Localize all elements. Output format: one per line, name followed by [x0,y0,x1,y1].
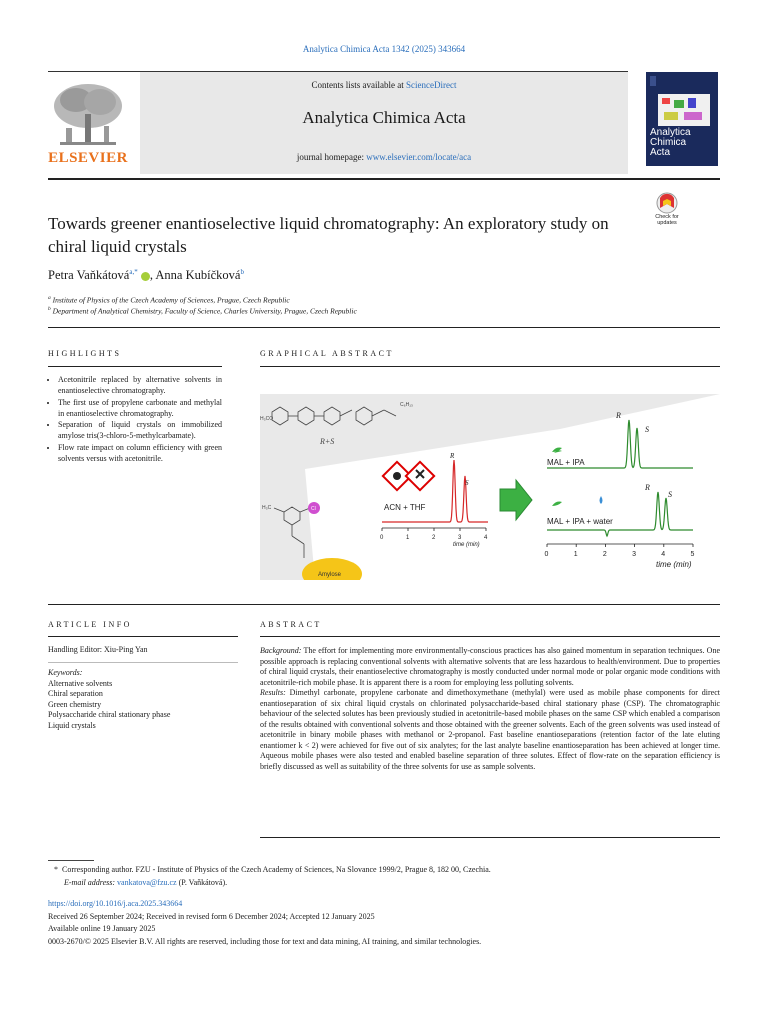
big-x-tick-label: 5 [690,551,695,558]
small-x-tick-label: 4 [484,535,488,541]
graphical-abstract-heading: GRAPHICAL ABSTRACT [260,349,394,358]
corresponding-mark: * [54,865,58,874]
chain-label: C₆H₁₃ [400,402,413,408]
highlights-rule [48,366,222,367]
mal-ipa-water-label: MAL + IPA + water [547,517,613,526]
paper-title: Towards greener enantioselective liquid chromatography: An exploratory study on chiral liquid crystals [48,214,609,256]
check-badge-line: Check for [655,214,679,220]
background-label: Background: [260,646,302,655]
results-text: Dimethyl carbonate, propylene carbonate and dimethoxymethane (methylal) were used as mobile phase components for direct enantioseparation of six chiral liquid crystals on chlorinated polysaccharide-based chiral stationary phase (CSP). The chromatographic behaviour of the selected solutes has been previously studied in acetonitrile-based mobile phases on the same CSP which enabled a comparison of the results obtained with conventional solvents and those obtained with the greener solvents. Each of the green solvents was used instead of acetonitrile in binary mobile phases with methanol or 2-propanol. Fast baseline enantioseparations (retention factor of the late eluting enantiomer k < 2) were achieved for five out of six analytes; for the last analyte baseline enantioseparation has been achieved at longer time. Aqueous mobile phases were also tested and enabled baseline separation of three solutes. Effect of flow-rate on the separation efficiency is briefly discussed as well as suitability of the three solvents for use as sample solvents. [260,688,720,771]
author-list [48,268,244,283]
keywords-label: Keywords: [48,668,83,677]
abstract-body [260,646,720,772]
affiliation [48,295,290,305]
small-x-tick-label: 0 [380,535,384,541]
journal-reference[interactable]: Analytica Chimica Acta 1342 (2025) 343664 [302,44,466,54]
author-separator: , [149,268,156,283]
affiliation-sup: a [48,295,51,301]
small-time-axis-label: time (min) [453,542,480,548]
homepage-line [140,152,628,162]
small-peak-r-label: R [450,452,455,460]
results-label: Results: [260,688,286,697]
methyl-label: H₃C [262,505,272,511]
elsevier-wordmark: ELSEVIER [48,150,128,166]
corresponding-footnote [54,864,720,876]
highlights-heading: HIGHLIGHTS [48,349,122,358]
big-time-axis-label: time (min) [656,560,692,569]
cover-title [650,128,716,158]
big-x-tick-label: 0 [544,551,549,558]
methoxy-label: H₃CO [260,416,274,422]
article-info-rule [48,636,238,637]
homepage-prefix: journal homepage: [296,152,367,162]
contents-prefix: Contents lists available at [311,80,406,90]
homepage-link[interactable]: www.elsevier.com/locate/aca [366,152,472,162]
article-info-heading: ARTICLE INFO [48,620,132,629]
cover-title-line: Chimica [650,137,687,148]
amylose-label: Amylose [318,572,342,578]
affiliation [48,306,357,316]
acn-thf-label: ACN + THF [384,503,426,512]
footnote-rule [48,860,94,861]
mal-ipa-label: MAL + IPA [547,458,585,467]
abstract-results [260,688,720,772]
info-divider [48,662,238,663]
sciencedirect-link[interactable]: ScienceDirect [406,80,457,90]
section-rule [48,604,720,605]
available-online: Available online 19 January 2025 [48,924,156,933]
mal-peak-r-label: R [616,411,621,420]
corresponding-text: Corresponding author. FZU - Institute of Physics of the Czech Academy of Sciences, Na Slovance 1999/2, Prague 8, 182 00, Czechia. [62,865,491,874]
background-text: The effort for implementing more environmentally-conscious practices has also gained momentum in separation techniques. One possible approach is replacing conventional solvents with alternative solvents that are less hazardous to health/environment. Due to properties of chiral liquid crystals, their enantioselective chromatography is mostly conducted under normal mode or polar organic mode conditions with acetonitrile-rich mobile phase. It is apparent there is a room for employing less polluting solvents. [260,646,720,687]
header-bottom-rule [48,178,720,180]
check-for-updates-badge[interactable] [646,192,688,228]
cover-title-line: Acta [650,147,671,158]
mal-peak-s-label: S [645,425,649,434]
highlight-item: • Acetonitrile replaced by alternative solvents in enantioselective chromatography. [58,374,222,397]
racemate-label: R+S [320,437,335,446]
graphical-abstract-rule [260,366,720,367]
small-x-tick-label: 1 [406,535,410,541]
email-link[interactable]: vankatova@fzu.cz [117,878,177,887]
affiliation-text: Institute of Physics of the Czech Academy of Sciences, Prague, Czech Republic [52,295,290,305]
chlorine-label: Cl [311,506,316,512]
author-name[interactable]: Petra Vaňkátová [48,268,130,283]
keyword: Alternative solvents [48,678,113,688]
email-footnote [64,877,227,889]
keyword: Liquid crystals [48,720,96,730]
keyword: Green chemistry [48,699,102,709]
keywords-block [48,668,238,731]
orcid-icon[interactable] [141,272,150,281]
highlights-list [48,374,222,464]
small-peak-s-label: S [465,479,469,487]
author-affiliation-sup[interactable]: b [240,268,244,276]
author-affiliation-sup[interactable]: a,* [129,268,138,276]
copyright: 0003-2670/© 2025 Elsevier B.V. All rights are reserved, including those for text and data mining, AI training, and similar technologies. [48,937,482,946]
highlight-item: • Flow rate impact on column efficiency with green solvents versus with acetonitrile. [58,442,222,465]
doi-link[interactable]: https://doi.org/10.1016/j.aca.2025.343664 [48,899,183,908]
email-suffix: (P. Vaňkátová). [176,878,228,887]
graphical-abstract-figure [260,374,720,580]
keyword: Polysaccharide chiral stationary phase [48,710,171,719]
abstract-heading: ABSTRACT [260,620,322,629]
abstract-background [260,646,720,688]
author-name[interactable]: Anna Kubíčková [155,268,241,283]
abstract-bottom-rule [260,837,720,838]
cover-title-line: Analytica [650,127,691,138]
small-x-tick-label: 3 [458,535,462,541]
big-x-tick-label: 2 [602,551,607,558]
journal-title: Analytica Chimica Acta [302,108,466,127]
highlight-item: • The first use of propylene carbonate and methylal in enantioselective chromatography. [58,397,222,420]
small-x-tick-label: 2 [432,535,436,541]
affiliation-sup: b [48,306,51,312]
highlight-item: • Separation of liquid crystals on immobilized amylose tris(3-chloro-5-methylcarbamate). [58,419,222,442]
received-dates: Received 26 September 2024; Received in revised form 6 December 2024; Accepted 12 January 2025 [48,912,375,921]
abstract-rule [260,636,720,637]
keyword: Chiral separation [48,689,103,698]
check-badge-line: updates [657,220,677,226]
handling-editor: Handling Editor: Xiu-Ping Yan [48,645,148,654]
water-peak-r-label: R [645,483,650,492]
email-label: E-mail address: [64,878,116,887]
big-x-tick-label: 4 [661,551,666,558]
contents-line [140,80,628,90]
water-peak-s-label: S [668,490,672,499]
big-x-tick-label: 3 [632,551,637,558]
affiliation-text: Department of Analytical Chemistry, Faculty of Science, Charles University, Prague, Czech Republic [52,306,357,316]
big-x-tick-label: 1 [573,551,578,558]
section-rule [48,327,720,328]
